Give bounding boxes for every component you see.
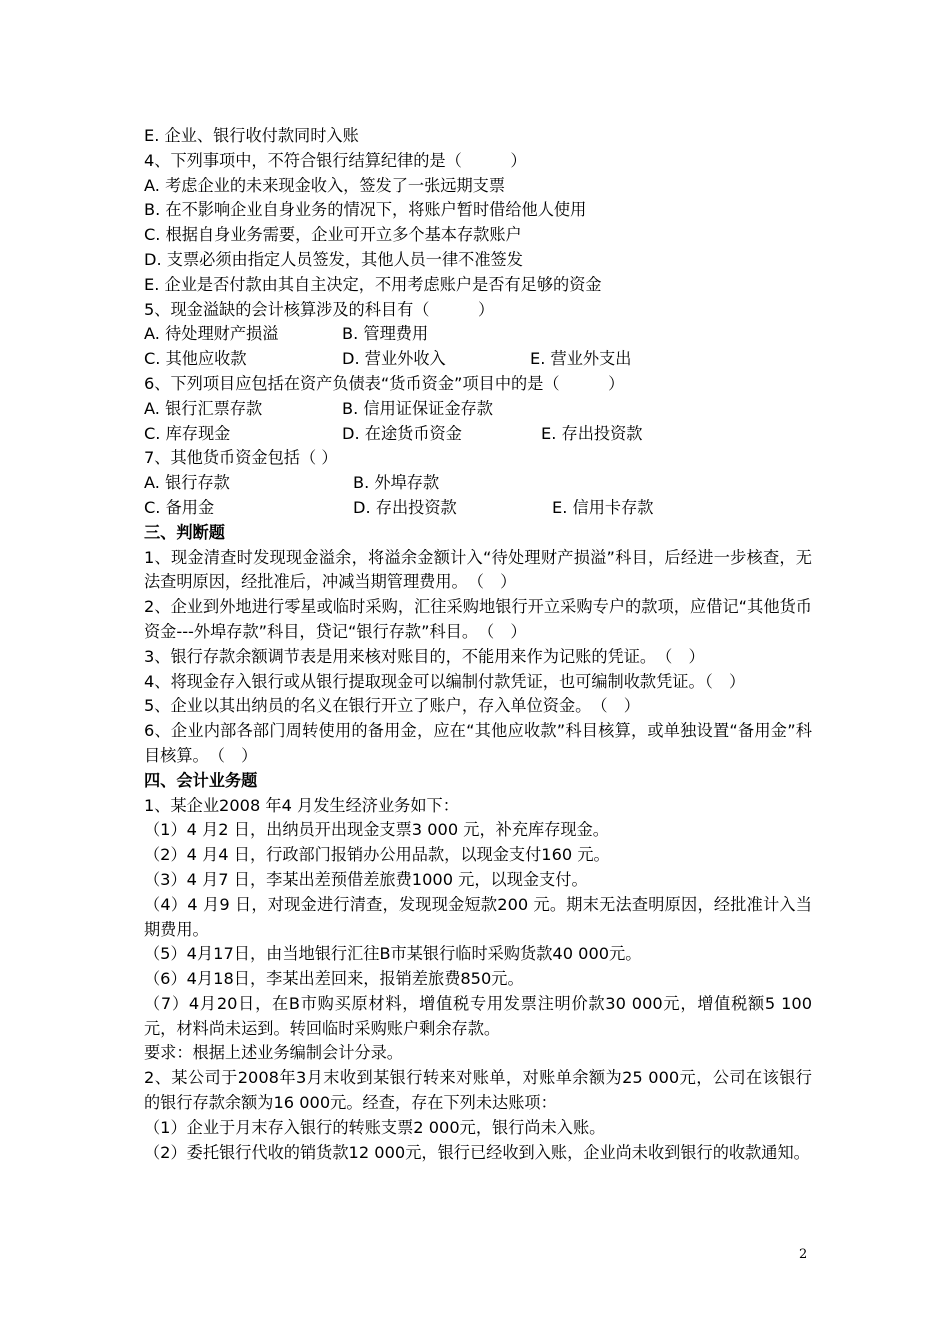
question-5: 5、现金溢缺的会计核算涉及的科目有（ ） — [144, 299, 495, 319]
option-line: C. 根据自身业务需要，企业可开立多个基本存款账户 — [144, 225, 522, 245]
option-b: B. 管理费用 — [342, 324, 429, 344]
question-7: 7、其他货币资金包括（ ） — [144, 448, 338, 468]
options-row — [144, 471, 812, 496]
option-line: A. 考虑企业的未来现金收入，签发了一张远期支票 — [144, 175, 506, 195]
business-item: （2）委托银行代收的销货款12 000元，银行已经收到入账，企业尚未收到银行的收款通知。 — [144, 1142, 810, 1162]
document-body — [144, 124, 812, 1165]
options-row — [144, 422, 812, 447]
option-a: A. 银行汇票存款 — [144, 398, 263, 418]
page-number: 2 — [799, 1247, 808, 1262]
judge-item: 1、现金清查时发现现金溢余，将溢余金额计入“待处理财产损溢”科目，后经进一步核查，无法查明原因，经批准后，冲减当期管理费用。 （ ） — [144, 547, 812, 592]
judge-item: 6、企业内部各部门周转使用的备用金，应在“其他应收款”科目核算，或单独设置“备用金”科目核算。 （ ） — [144, 721, 812, 765]
judge-item: 3、银行存款余额调节表是用来核对账目的，不能用来作为记账的凭证。 （ ） — [144, 646, 705, 666]
question-6: 6、下列项目应包括在资产负债表“货币资金”项目中的是（ ） — [144, 373, 625, 393]
options-row — [144, 397, 812, 422]
options-row — [144, 496, 812, 521]
judge-item: 2、企业到外地进行零星或临时采购，汇往采购地银行开立采购专户的款项，应借记“其他货币资金---外埠存款”科目，贷记“银行存款”科目。 （ ） — [144, 597, 812, 641]
business-item: （1）4 月2 日，出纳员开出现金支票3 000 元，补充库存现金。 — [144, 820, 609, 840]
option-c: C. 备用金 — [144, 497, 215, 517]
section-heading: 四、会计业务题 — [144, 770, 258, 790]
business-item: （1）企业于月末存入银行的转账支票2 000元，银行尚未入账。 — [144, 1117, 606, 1137]
options-row — [144, 322, 812, 347]
option-e: E. 信用卡存款 — [552, 497, 654, 517]
option-d: D. 营业外收入 — [342, 349, 446, 369]
option-line: E. 企业、银行收付款同时入账 — [144, 126, 359, 145]
option-a: A. 待处理财产损溢 — [144, 324, 279, 344]
requirement: 要求：根据上述业务编制会计分录。 — [144, 1043, 403, 1063]
option-b: B. 外埠存款 — [353, 473, 440, 493]
business-item: （7）4月20日，在B市购买原材料，增值税专用发票注明价款30 000元，增值税额5 100元，材料尚未运到。转回临时采购账户剩余存款。 — [144, 993, 812, 1038]
option-a: A. 银行存款 — [144, 473, 230, 493]
business-question-2: 2、某公司于2008年3月末收到某银行转来对账单，对账单余额为25 000元，公司在该银行的银行存款余额为16 000元。经查，存在下列未达账项： — [144, 1068, 812, 1113]
options-row — [144, 347, 812, 372]
option-e: E. 存出投资款 — [541, 423, 643, 443]
judge-item: 4、将现金存入银行或从银行提取现金可以编制付款凭证，也可编制收款凭证。（ ） — [144, 671, 746, 691]
business-item: （5）4月17日，由当地银行汇往B市某银行临时采购货款40 000元。 — [144, 944, 642, 964]
option-c: C. 库存现金 — [144, 423, 231, 443]
business-question-1: 1、某企业2008 年4 月发生经济业务如下： — [144, 795, 459, 815]
business-item: （6）4月18日，李某出差回来，报销差旅费850元。 — [144, 969, 524, 989]
option-line: B. 在不影响企业自身业务的情况下，将账户暂时借给他人使用 — [144, 200, 587, 220]
business-item: （4）4 月9 日，对现金进行清查，发现现金短款200 元。期末无法查明原因，经批准计入当期费用。 — [144, 894, 812, 939]
question-4: 4、下列事项中，不符合银行结算纪律的是（ ） — [144, 150, 527, 170]
judge-item: 5、企业以其出纳员的名义在银行开立了账户，存入单位资金。 （ ） — [144, 696, 640, 716]
option-d: D. 存出投资款 — [353, 497, 457, 517]
section-heading: 三、判断题 — [144, 522, 225, 542]
option-line: D. 支票必须由指定人员签发，其他人员一律不准签发 — [144, 249, 523, 269]
business-item: （3）4 月7 日，李某出差预借差旅费1000 元，以现金支付。 — [144, 869, 588, 889]
option-b: B. 信用证保证金存款 — [342, 398, 493, 418]
business-item: （2）4 月4 日，行政部门报销办公用品款，以现金支付160 元。 — [144, 845, 610, 865]
option-d: D. 在途货币资金 — [342, 423, 462, 443]
option-e: E. 营业外支出 — [530, 349, 632, 369]
option-line: E. 企业是否付款由其自主决定，不用考虑账户是否有足够的资金 — [144, 274, 602, 294]
option-c: C. 其他应收款 — [144, 349, 247, 369]
